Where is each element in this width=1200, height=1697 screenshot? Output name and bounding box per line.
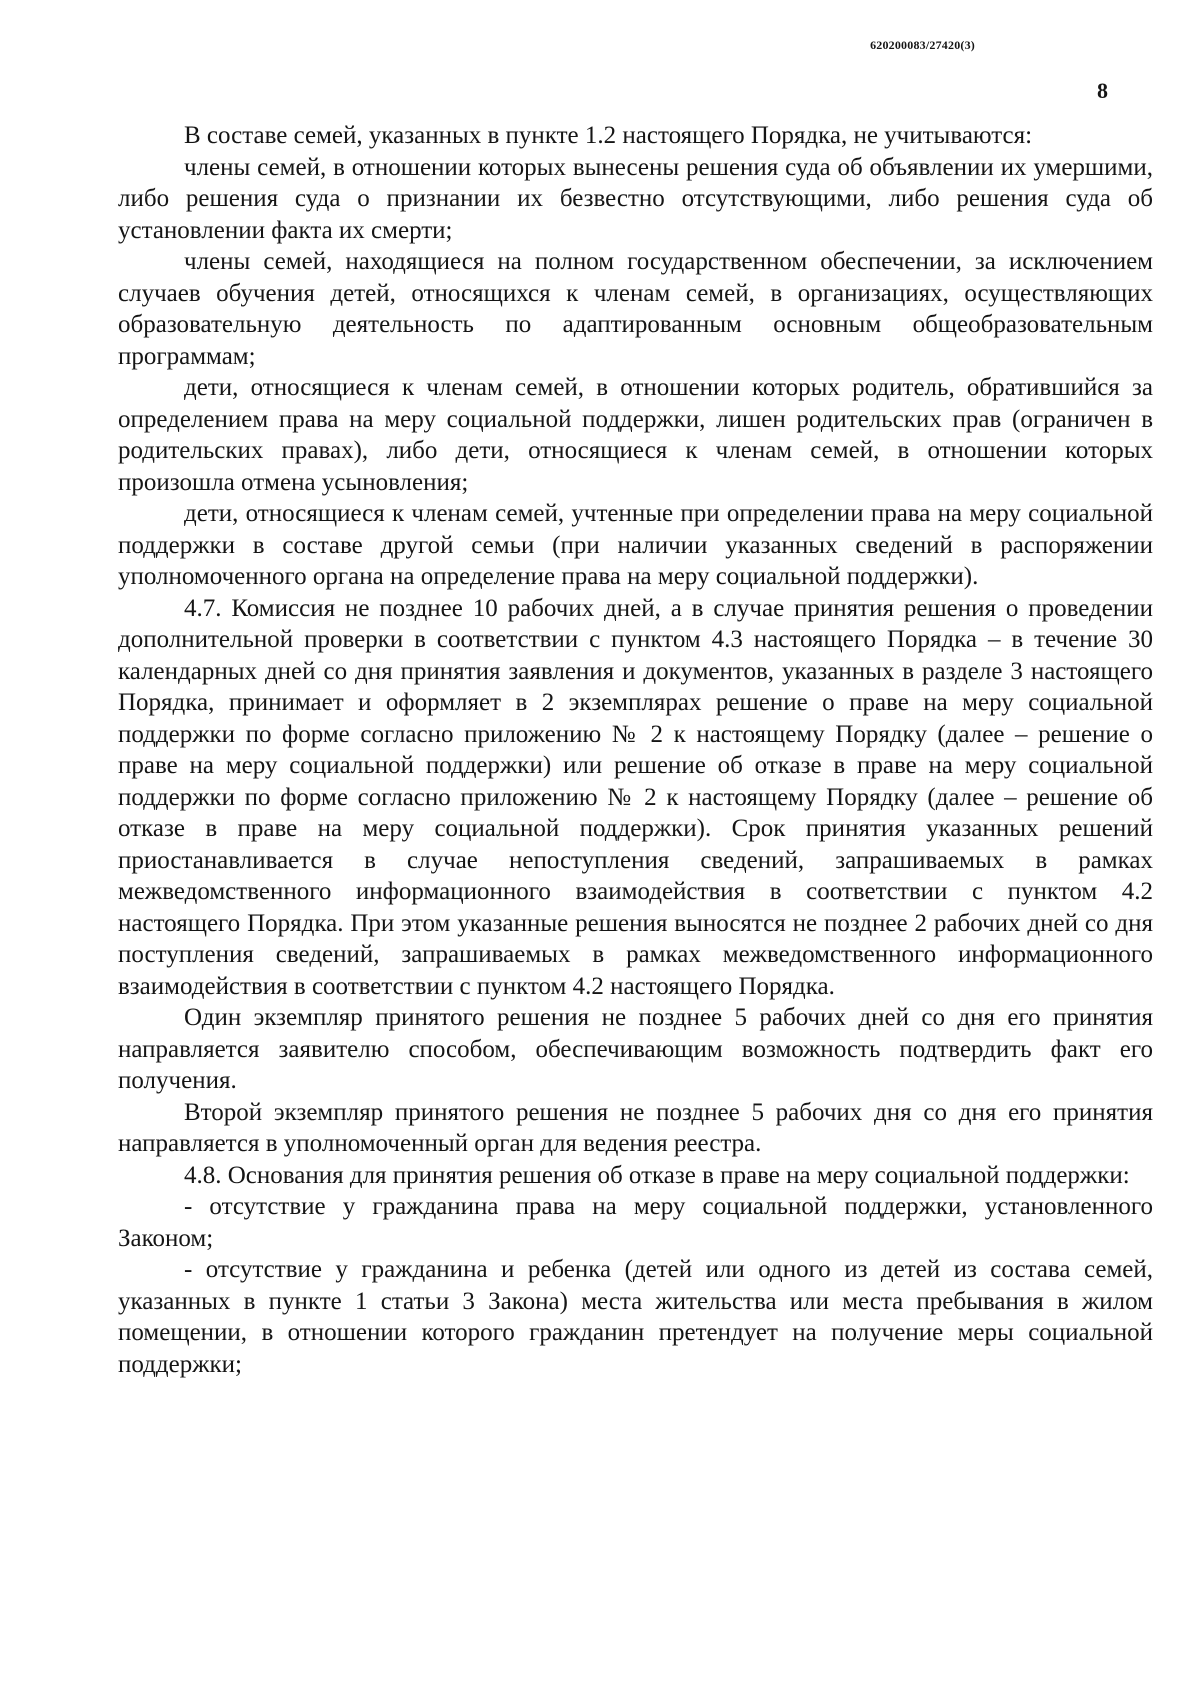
paragraph-second-copy: Второй экземпляр принятого решения не позднее 5 рабочих дня со дня его принятия направляется в уполномоченный орган для ведения реестра. xyxy=(118,1098,1153,1157)
paragraph-state-supported-members: члены семей, находящиеся на полном государственном обеспечении, за исключением случаев обучения детей, относящихся к членам семей, в организациях, осуществляющих образовательную деятельность по адаптированным основным общеобразовательным программам; xyxy=(118,248,1153,370)
document-code: 620200083/27420(3) xyxy=(870,38,975,52)
paragraph-excluded-members-intro: В составе семей, указанных в пункте 1.2 настоящего Порядка, не учитываются: xyxy=(184,122,1033,149)
paragraph-first-copy: Один экземпляр принятого решения не позднее 5 рабочих дней со дня его принятия направляется заявителю способом, обеспечивающим возможность подтвердить факт его получения. xyxy=(118,1004,1153,1094)
document-body xyxy=(118,120,1153,1380)
paragraph-deceased-members: члены семей, в отношении которых вынесены решения суда об объявлении их умершими, либо решения суда о признании их безвестно отсутствующими, либо решения суда об установлении факта их смерти; xyxy=(118,153,1153,244)
paragraph-parental-rights: дети, относящиеся к членам семей, в отношении которых родитель, обратившийся за определением права на меру социальной поддержки, лишен родительских прав (ограничен в родительских правах), либо дети, относящиеся к членам семей, в отношении которых произошла отмена усыновления; xyxy=(118,374,1153,496)
page-number: 8 xyxy=(1097,78,1108,103)
paragraph-no-right: - отсутствие у гражданина права на меру социальной поддержки, установленного Законом; xyxy=(118,1193,1153,1252)
paragraph-no-residence: - отсутствие у гражданина и ребенка (детей или одного из детей из состава семей, указанных в пункте 1 статьи 3 Закона) места жительства или места пребывания в жилом помещении, в отношении которого гражданин претендует на получение меры социальной поддержки; xyxy=(118,1256,1153,1378)
paragraph-other-family: дети, относящиеся к членам семей, учтенные при определении права на меру социальной поддержки в составе другой семьи (при наличии указанных сведений в распоряжении уполномоченного органа на определение права на меру социальной поддержки). xyxy=(118,500,1153,590)
paragraph-refusal-grounds: 4.8. Основания для принятия решения об отказе в праве на меру социальной поддержки: xyxy=(184,1161,1130,1189)
paragraph-commission-decision: 4.7. Комиссия не позднее 10 рабочих дней, а в случае принятия решения о проведении дополнительной проверки в соответствии с пунктом 4.3 настоящего Порядка – в течение 30 календарных дней со дня принятия заявления и документов, указанных в разделе 3 настоящего Порядка, принимает и оформляет в 2 экземплярах решение о праве на меру социальной поддержки по форме согласно приложению № 2 к настоящему Порядку (далее – решение о праве на меру социальной поддержки) или решение об отказе в праве на меру социальной поддержки по форме согласно приложению № 2 к настоящему Порядку (далее – решение об отказе в праве на меру социальной поддержки). Срок принятия указанных решений приостанавливается в случае непоступления сведений, запрашиваемых в рамках межведомственного информационного взаимодействия в соответствии с пунктом 4.2 настоящего Порядка. При этом указанные решения выносятся не позднее 2 рабочих дней со дня поступления сведений, запрашиваемых в рамках межведомственного информационного взаимодействия в соответствии с пунктом 4.2 настоящего Порядка. xyxy=(118,594,1153,1000)
